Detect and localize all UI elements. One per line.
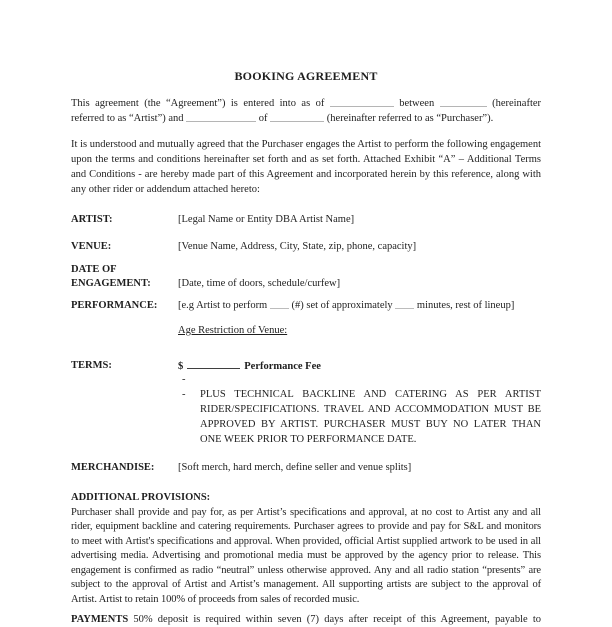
field-row-performance	[71, 298, 541, 313]
artist-value: [Legal Name or Entity DBA Artist Name]	[178, 213, 355, 225]
additional-provisions-body: Purchaser shall provide and pay for, as per Artist’s specifications and approval, at no cost to Artist any and all rider, equipment backline and catering requirements. Purchaser agrees to provide and pay for S&L and monitors to meet with Artist's specifications and approval. When provided, official Artist supplied artwork to be used in all advertising media. Advertising and promotional media must be approved by the agency prior to release. This engagement is confirmed as radio “neutral” unless otherwise approved. Any and all radio station “presents” are subject to the approval of Artist and Artist’s management. All supporting artists are subject to the approval of Artist. Artist to retain 100% of proceeds from sales of recorded music.	[71, 506, 541, 606]
intro-p1-segment-4: of	[258, 113, 268, 124]
blank-fee-amount-line	[187, 358, 240, 369]
field-row-venue	[71, 239, 541, 254]
performance-label: PERFORMANCE:	[71, 299, 158, 311]
blank-set-count-line	[270, 298, 289, 309]
merchandise-label: MERCHANDISE:	[71, 461, 155, 473]
field-row-merchandise	[71, 460, 541, 475]
field-row-terms	[71, 358, 541, 447]
blank-artist-name-line	[440, 96, 487, 107]
merchandise-value: [Soft merch, hard merch, define seller and venue splits]	[178, 461, 412, 473]
field-row-age-restriction	[71, 323, 541, 338]
intro-paragraph-1	[71, 96, 541, 126]
intro-p1-segment-1: This agreement (the “Agreement”) is entered into as of	[71, 98, 325, 109]
blank-date-line	[330, 96, 394, 107]
terms-bullet-item	[178, 387, 541, 447]
venue-value: [Venue Name, Address, City, State, zip, phone, capacity]	[178, 240, 417, 252]
terms-bullet-text: PLUS TECHNICAL BACKLINE AND CATERING AS PER ARTIST RIDER/SPECIFICATIONS. TRAVEL AND ACCOMMODATION MUST BE APPROVED BY ARTIST. PURCHASER MUST BUY NO LATER THAN ONE WEEK PRIOR TO PERFORMANCE DATE.	[200, 388, 541, 445]
performance-value	[178, 298, 541, 313]
age-restriction-label-spacer	[71, 323, 178, 338]
performance-segment-1: [e.g Artist to perform	[178, 299, 268, 311]
field-row-artist	[71, 212, 541, 227]
field-row-date-of-engagement	[71, 263, 541, 291]
currency-symbol: $	[178, 360, 184, 372]
venue-label: VENUE:	[71, 240, 112, 252]
intro-p1-segment-3: (hereinafter referred to as “Artist”) and	[71, 98, 542, 124]
performance-fee-label: Performance Fee	[244, 360, 321, 372]
intro-p1-segment-2: between	[399, 98, 435, 109]
performance-segment-3: minutes, rest of lineup]	[416, 299, 515, 311]
performance-fee-line	[178, 361, 321, 372]
document-content	[71, 0, 541, 627]
terms-label: TERMS:	[71, 359, 112, 371]
terms-value	[178, 358, 541, 447]
document-title: BOOKING AGREEMENT	[234, 69, 378, 83]
blank-purchaser-company-line	[270, 111, 324, 122]
additional-provisions-heading: ADDITIONAL PROVISIONS:	[71, 491, 211, 503]
bullet-dash: -	[182, 388, 186, 400]
age-restriction-text: Age Restriction of Venue:	[178, 324, 288, 336]
intro-paragraph-2: It is understood and mutually agreed that the Purchaser engages the Artist to perform the following engagement upon the terms and conditions hereinafter set forth and as set forth. Attached Exhibit “A” – Additional Terms and Conditions - are hereby made part of this Agreement and incorporated herein by this reference, along with any other rider or addendum attached hereto:	[71, 138, 541, 195]
payments-label: PAYMENTS	[71, 613, 129, 625]
engagement-label: DATE OF ENGAGEMENT:	[71, 263, 151, 289]
engagement-value: [Date, time of doors, schedule/curfew]	[178, 277, 341, 289]
blank-minutes-line	[395, 298, 414, 309]
payments-body: 50% deposit is required within seven (7) days after receipt of this Agreement, payable to	[133, 613, 541, 625]
artist-label: ARTIST:	[71, 213, 113, 225]
blank-purchaser-name-line	[186, 111, 256, 122]
performance-segment-2: (#) set of approximately	[291, 299, 393, 311]
payments-paragraph	[71, 613, 541, 627]
intro-p1-segment-5: (hereinafter referred to as “Purchaser”).	[326, 113, 494, 124]
empty-bullet-dash: -	[182, 373, 186, 385]
